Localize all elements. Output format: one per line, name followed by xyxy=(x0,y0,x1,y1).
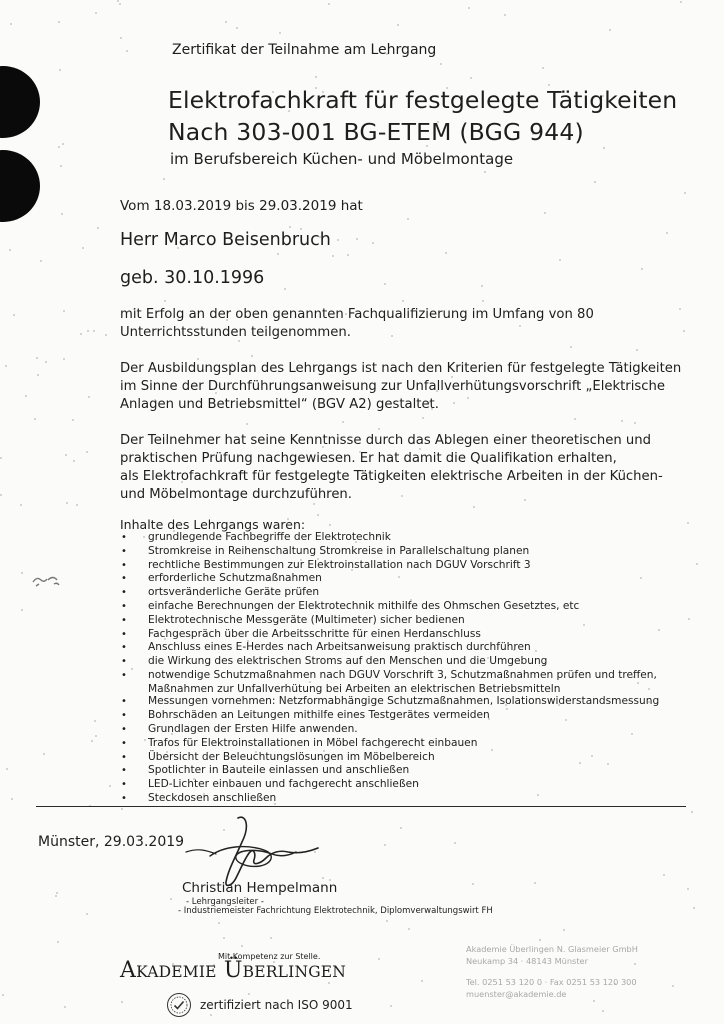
scan-speck xyxy=(277,253,279,255)
scan-speck xyxy=(94,720,96,722)
scan-speck xyxy=(164,300,166,302)
scan-speck xyxy=(93,330,95,332)
paragraph-training-plan xyxy=(120,360,681,414)
akademie-logo: AKADEMIE ÜBERLINGEN xyxy=(120,958,347,983)
scan-speck xyxy=(72,419,74,421)
scan-speck xyxy=(691,811,693,813)
scan-speck xyxy=(563,929,565,931)
scan-speck xyxy=(384,283,386,285)
scan-speck xyxy=(56,892,58,894)
company-address xyxy=(466,944,638,1000)
scan-speck xyxy=(317,514,319,516)
scan-speck xyxy=(45,361,47,363)
scan-speck xyxy=(37,374,39,376)
list-item-continuation: Maßnahmen zur Unfallverhütung bei Arbeiten an elektrischen Betriebsmitteln xyxy=(148,682,561,695)
scan-speck xyxy=(593,1000,595,1002)
scan-speck xyxy=(445,252,447,254)
scan-speck xyxy=(120,37,122,39)
scan-speck xyxy=(25,395,27,397)
scan-speck xyxy=(55,895,57,897)
scan-speck xyxy=(40,260,42,262)
divider xyxy=(36,806,686,807)
list-item: • Trafos für Elektroinstallationen in Möbel fachgerecht einbauen xyxy=(118,737,659,751)
list-item: • notwendige Schutzmaßnahmen nach DGUV Vorschrift 3, Schutzmaßnahmen prüfen und treffen, xyxy=(118,669,659,683)
scan-speck xyxy=(248,993,250,995)
scan-speck xyxy=(121,1001,123,1003)
certification-seal-icon xyxy=(166,992,192,1018)
list-item: • rechtliche Bestimmungen zur Elektroinstallation nach DGUV Vorschrift 3 xyxy=(118,559,659,573)
scan-speck xyxy=(407,218,409,220)
list-item: • Stromkreise in Reihenschaltung Stromkreise in Parallelschaltung planen xyxy=(118,545,659,559)
list-item: • Grundlagen der Ersten Hilfe anwenden. xyxy=(118,723,659,737)
paragraph-line: mit Erfolg an der oben genannten Fachqualifizierung im Umfang von 80 xyxy=(120,307,594,322)
address-line: Akademie Überlingen N. Glasmeier GmbH xyxy=(466,944,638,954)
signer-qualifications: - Industriemeister Fachrichtung Elektrotechnik, Diplomverwaltungswirt FH xyxy=(178,906,493,916)
signer-role: - Lehrgangsleiter - xyxy=(186,897,264,907)
scan-speck xyxy=(378,428,380,430)
scan-speck xyxy=(504,14,506,16)
scan-speck xyxy=(421,980,423,982)
scan-speck xyxy=(609,29,611,31)
scan-speck xyxy=(82,247,84,249)
scan-speck xyxy=(342,421,344,423)
scan-speck xyxy=(372,242,374,244)
scan-speck xyxy=(65,454,67,456)
list-item: • Übersicht der Beleuchtungslösungen im Möbelbereich xyxy=(118,751,659,765)
list-item: • Messungen vornehmen: Netzformabhängige Schutzmaßnahmen, Isolationswiderstandsmessung xyxy=(118,695,659,709)
list-item: • Spotlichter in Bauteile einlassen und anschließen xyxy=(118,764,659,778)
scan-speck xyxy=(0,494,2,496)
scan-speck xyxy=(91,740,93,742)
scan-speck xyxy=(5,365,7,367)
scan-speck xyxy=(594,181,596,183)
scan-speck xyxy=(400,827,402,829)
scan-speck xyxy=(574,418,576,420)
scan-speck xyxy=(666,232,668,234)
scan-speck xyxy=(95,12,97,14)
scan-speck xyxy=(43,753,45,755)
scan-speck xyxy=(384,844,386,846)
scan-speck xyxy=(408,928,410,930)
place-and-date: Münster, 29.03.2019 xyxy=(38,834,185,850)
scan-speck xyxy=(539,939,541,941)
list-item: • ortsveränderliche Geräte prüfen xyxy=(118,586,659,600)
scan-speck xyxy=(109,785,111,787)
scan-speck xyxy=(603,147,605,149)
contents-heading: Inhalte des Lehrgangs waren: xyxy=(120,517,306,532)
scan-speck xyxy=(223,937,225,939)
scan-speck xyxy=(687,522,689,524)
scan-speck xyxy=(289,226,291,228)
scan-speck xyxy=(21,572,23,574)
scan-speck xyxy=(105,334,107,336)
scan-speck xyxy=(218,922,220,924)
scan-speck xyxy=(170,898,172,900)
scan-speck xyxy=(60,165,62,167)
scan-speck xyxy=(484,171,486,173)
scan-speck xyxy=(59,69,61,71)
logo-tagline: Mit Kompetenz zur Stelle. xyxy=(218,952,321,961)
scan-speck xyxy=(337,239,339,241)
paragraph-line: Der Teilnehmer hat seine Kenntnisse durch das Ablegen einer theoretischen und xyxy=(120,433,651,448)
scan-speck xyxy=(347,254,349,256)
scan-speck xyxy=(440,63,442,65)
scan-speck xyxy=(663,874,665,876)
address-line: Tel. 0251 53 120 0 · Fax 0251 53 120 300 xyxy=(466,977,637,987)
scan-speck xyxy=(97,227,99,229)
scan-speck xyxy=(11,798,13,800)
scan-speck xyxy=(58,21,60,23)
scan-speck xyxy=(57,941,59,943)
scan-speck xyxy=(696,563,698,565)
scan-speck xyxy=(246,423,248,425)
scan-speck xyxy=(10,23,12,25)
scan-speck xyxy=(80,333,82,335)
scan-speck xyxy=(482,300,484,302)
scan-speck xyxy=(73,460,75,462)
scan-speck xyxy=(378,958,380,960)
scan-speck xyxy=(21,609,23,611)
certificate-title-line2: Nach 303-001 BG-ETEM (BGG 944) xyxy=(168,118,584,146)
contents-list xyxy=(118,531,659,806)
scan-speck xyxy=(315,76,317,78)
scan-speck xyxy=(87,330,89,332)
certificate-title-line1: Elektrofachkraft für festgelegte Tätigkeiten xyxy=(168,86,678,114)
scan-speck xyxy=(621,420,623,422)
scan-speck xyxy=(163,178,165,180)
paragraph-completion xyxy=(120,306,594,342)
scan-speck xyxy=(284,288,286,290)
list-item: • Elektrotechnische Messgeräte (Multimeter) sicher bedienen xyxy=(118,614,659,628)
scan-speck xyxy=(329,524,331,526)
scan-speck xyxy=(641,268,643,270)
scan-speck xyxy=(473,506,475,508)
ink-smudge xyxy=(30,568,64,590)
scan-speck xyxy=(66,502,68,504)
scan-speck xyxy=(534,882,536,884)
scan-speck xyxy=(470,77,472,79)
scan-speck xyxy=(356,238,358,240)
certificate-title-line3: im Berufsbereich Küchen- und Möbelmontage xyxy=(170,150,514,168)
paragraph-qualification xyxy=(120,432,663,504)
scan-speck xyxy=(0,457,2,459)
scan-speck xyxy=(684,192,686,194)
scan-speck xyxy=(422,417,424,419)
list-item: • Bohrschäden an Leitungen mithilfe eines Testgerätes vermeiden xyxy=(118,709,659,723)
scan-speck xyxy=(454,842,456,844)
participant-birth-date: geb. 30.10.1996 xyxy=(120,268,265,288)
scan-speck xyxy=(9,249,11,251)
address-line: muenster@akademie.de xyxy=(466,988,567,999)
scan-speck xyxy=(126,50,128,52)
scan-speck xyxy=(680,1,682,3)
paragraph-line: als Elektrofachkraft für festgelegte Tätigkeiten elektrische Arbeiten in der Küchen- xyxy=(120,469,663,484)
scan-speck xyxy=(693,907,695,909)
scan-speck xyxy=(332,255,334,257)
scan-speck xyxy=(688,618,690,620)
scan-speck xyxy=(61,213,63,215)
scan-speck xyxy=(119,3,121,5)
scan-speck xyxy=(121,808,123,810)
scan-speck xyxy=(241,945,243,947)
scan-speck xyxy=(634,422,636,424)
paragraph-line: Der Ausbildungsplan des Lehrgangs ist nach den Kriterien für festgelegte Tätigkeiten xyxy=(120,361,682,376)
scan-speck xyxy=(34,418,36,420)
certificate-subtitle: Zertifikat der Teilnahme am Lehrgang xyxy=(172,42,437,58)
scan-speck xyxy=(63,358,65,360)
scan-speck xyxy=(602,1010,604,1012)
scan-speck xyxy=(481,285,483,287)
scan-speck xyxy=(397,24,399,26)
list-item: • Anschluss eines E-Herdes nach Arbeitsanweisung praktisch durchführen xyxy=(118,641,659,655)
scan-speck xyxy=(76,504,78,506)
scan-speck xyxy=(683,330,685,332)
scan-speck xyxy=(225,21,227,23)
scan-speck xyxy=(86,913,88,915)
scan-speck xyxy=(468,7,470,9)
scan-speck xyxy=(570,346,572,348)
course-period: Vom 18.03.2019 bis 29.03.2019 hat xyxy=(120,198,363,214)
list-item: • Fachgespräch über die Arbeitsschritte für einen Herdanschluss xyxy=(118,628,659,642)
scan-speck xyxy=(472,883,474,885)
list-item: • Steckdosen anschließen xyxy=(118,792,659,806)
scan-speck xyxy=(64,1006,66,1008)
paragraph-line: im Sinne der Durchführungsanweisung zur Unfallverhütungsvorschrift „Elektrische xyxy=(120,379,665,394)
paragraph-line: Anlagen und Betriebsmittel“ (BGV A2) gestaltet. xyxy=(120,397,439,412)
scan-speck xyxy=(13,314,15,316)
scan-speck xyxy=(58,146,60,148)
scan-speck xyxy=(86,451,88,453)
punch-hole-top xyxy=(0,66,40,138)
list-item: • erforderliche Schutzmaßnahmen xyxy=(118,572,659,586)
scan-speck xyxy=(270,937,272,939)
scan-speck xyxy=(62,143,64,145)
scan-speck xyxy=(544,212,546,214)
scan-speck xyxy=(687,888,689,890)
scan-speck xyxy=(679,308,681,310)
participant-name: Herr Marco Beisenbruch xyxy=(120,230,331,250)
list-item: • LED-Lichter einbauen und fachgerecht anschließen xyxy=(118,778,659,792)
paragraph-line: praktischen Prüfung nachgewiesen. Er hat damit die Qualifikation erhalten, xyxy=(120,451,617,466)
scan-speck xyxy=(210,1014,212,1016)
list-item: • die Wirkung des elektrischen Stroms auf den Menschen und die Umgebung xyxy=(118,655,659,669)
scan-speck xyxy=(88,396,90,398)
punch-hole-bottom xyxy=(0,150,40,222)
paragraph-line: und Möbelmontage durchzuführen. xyxy=(120,487,352,502)
scan-speck xyxy=(559,259,561,261)
scan-speck xyxy=(36,357,38,359)
scan-speck xyxy=(672,985,674,987)
scan-speck xyxy=(236,27,238,29)
scan-speck xyxy=(390,1005,392,1007)
iso-certification: zertifiziert nach ISO 9001 xyxy=(200,998,353,1012)
address-line: Neukamp 34 · 48143 Münster xyxy=(466,955,588,966)
scan-speck xyxy=(117,0,119,2)
scan-speck xyxy=(542,67,544,69)
scan-speck xyxy=(328,3,330,5)
scan-speck xyxy=(63,310,65,312)
scan-speck xyxy=(402,300,404,302)
scan-speck xyxy=(6,768,8,770)
scan-speck xyxy=(95,735,97,737)
list-item: • einfache Berechnungen der Elektrotechnik mithilfe des Ohmschen Gesetztes, etc xyxy=(118,600,659,614)
scan-speck xyxy=(386,920,388,922)
paragraph-line: Unterrichtsstunden teilgenommen. xyxy=(120,325,351,340)
signer-name: Christian Hempelmann xyxy=(182,880,338,896)
scan-speck xyxy=(251,355,253,357)
scan-speck xyxy=(2,994,4,996)
scan-speck xyxy=(279,32,281,34)
scan-speck xyxy=(636,349,638,351)
list-item: • grundlegende Fachbegriffe der Elektrotechnik xyxy=(118,531,659,545)
scan-speck xyxy=(20,504,22,506)
